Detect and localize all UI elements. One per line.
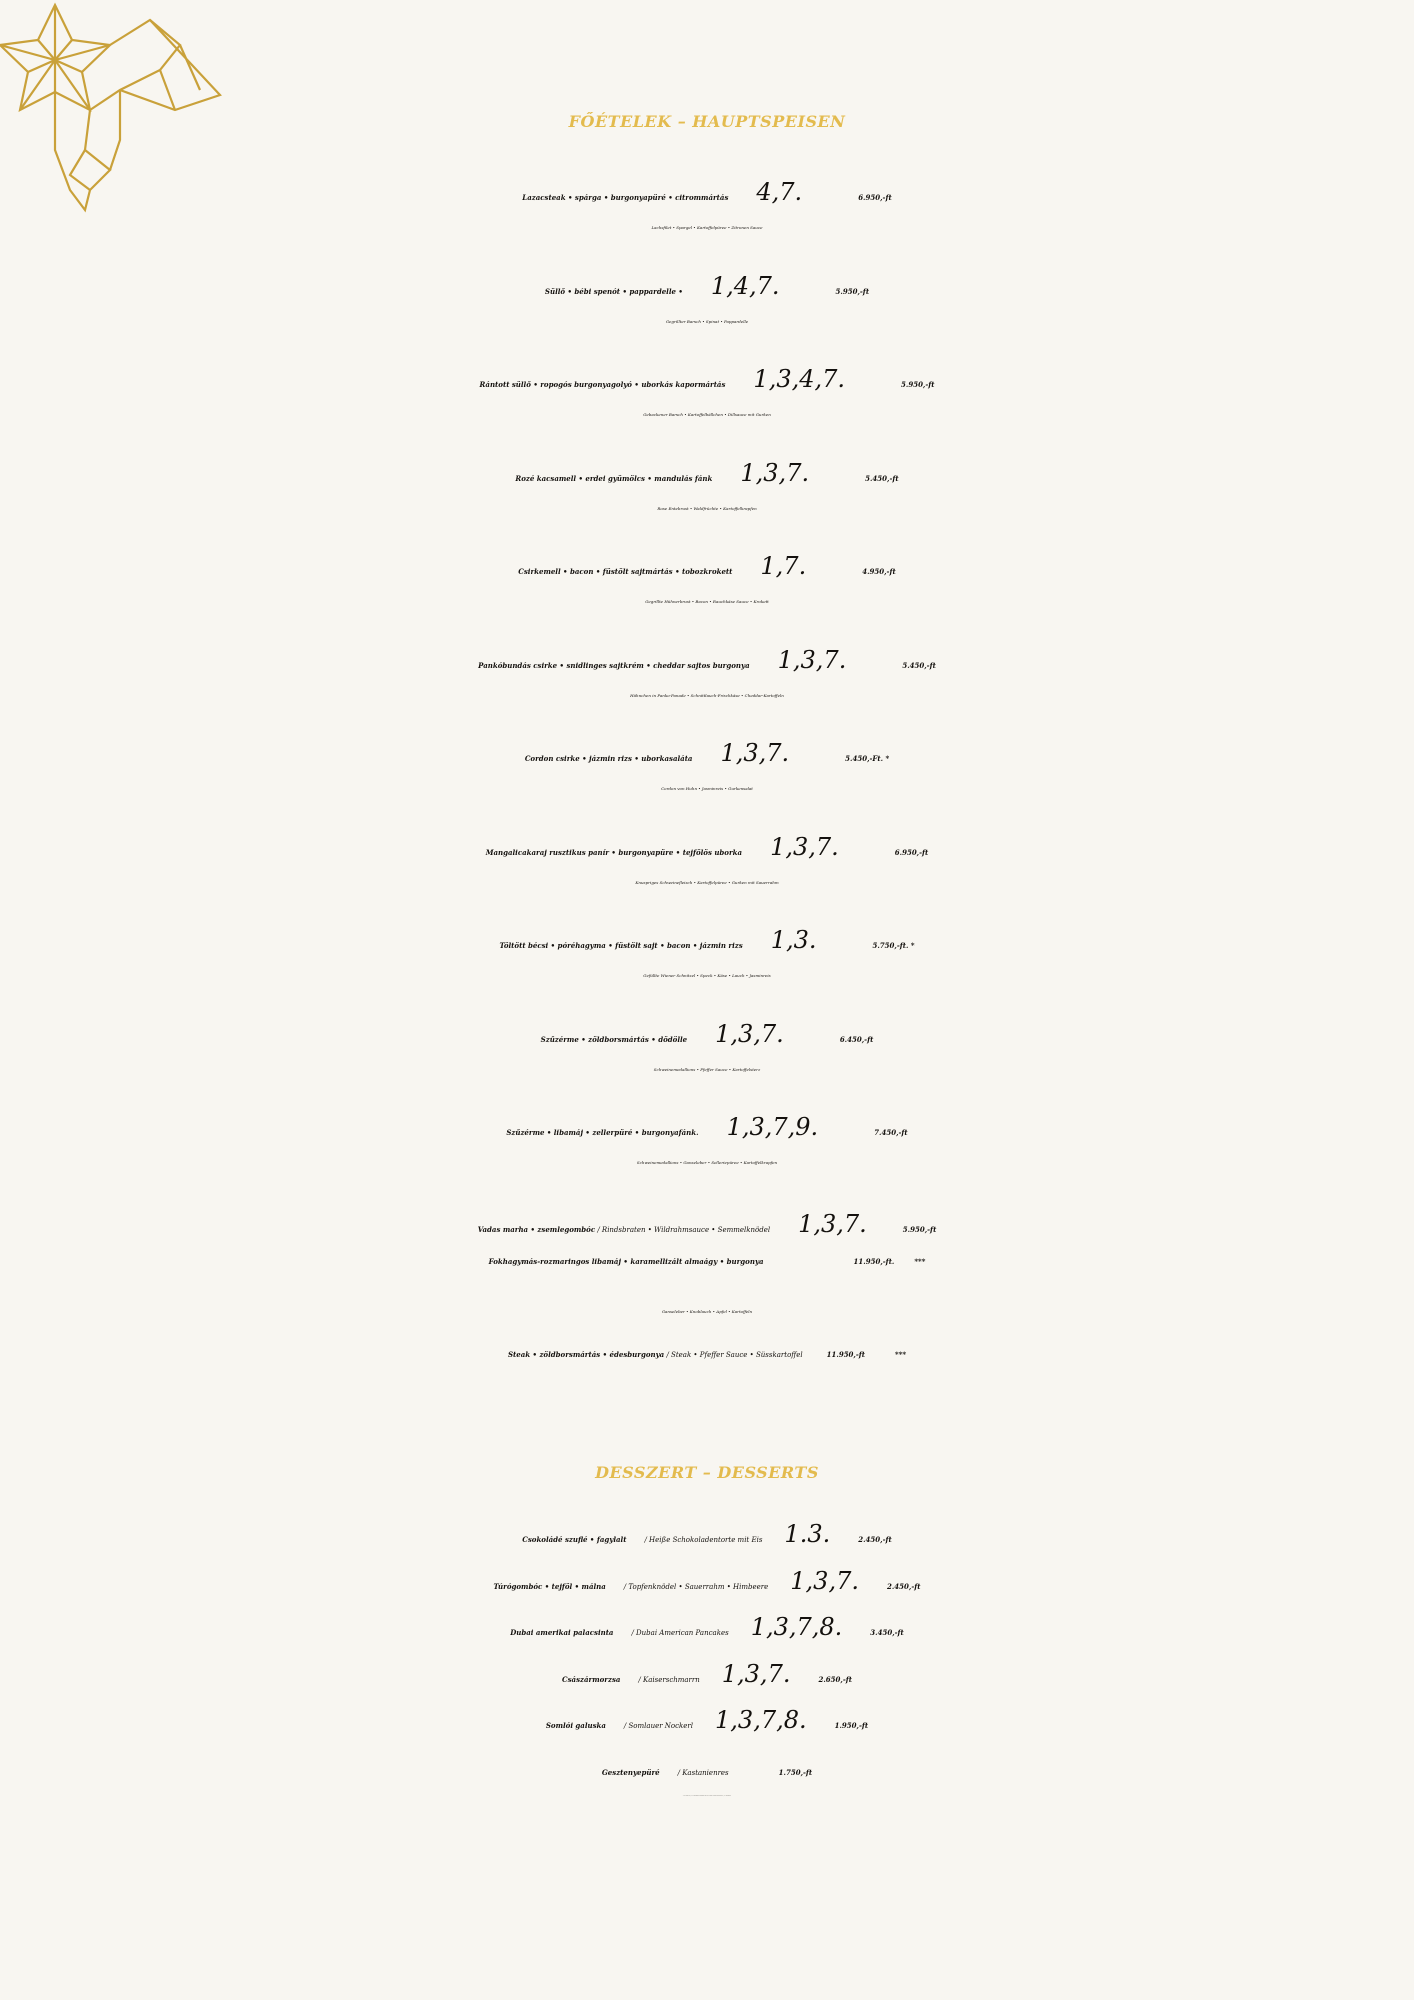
dish-price: 5.450,-ft (902, 660, 936, 670)
dessert-row (0, 1706, 1414, 1734)
dish-price: 5.750,-ft. * (872, 941, 915, 950)
dish-allergens: 1,3,7. (740, 458, 810, 487)
dessert-section-title: DESSZERT – DESSERTS (595, 1463, 819, 1482)
dessert-allergens: 1,3,7,8. (715, 1706, 807, 1734)
dish-allergens: 4,7. (756, 178, 803, 206)
dish-price: 5.450,-Ft. * (845, 754, 890, 763)
dish-name-hu: Rántott süllő • ropogós burgonyagolyó • uborkás kapormártás (479, 380, 726, 389)
dish-libamaj-de: Ganseleber • Knoblauch • Apfel • Kartoffeln (661, 1309, 753, 1314)
dish-row (0, 739, 1414, 767)
dish-allergens: 1,4,7. (710, 271, 780, 300)
dessert-name-de: / Topfenknödel • Sauerrahm • Himbeere (623, 1582, 769, 1591)
dish-name-hu: Lazacsteak • spárga • burgonyapüré • citrommártás (522, 193, 729, 202)
dessert-name-hu: Somlói galuska (545, 1721, 606, 1730)
dish-translation: Lachsfilet • Spargel • Kartoffelpüree • Zitronen Sauce (651, 225, 763, 230)
dish-translation: Rose Entebrust • Waldfrüchte • Kartoffelkrapfen (657, 505, 757, 511)
dessert-row (0, 1520, 1414, 1548)
dessert-row (0, 1613, 1414, 1641)
dessert-name-de: / Kastanienres (677, 1768, 729, 1777)
dessert-price: 1.750,-ft (778, 1767, 813, 1777)
dessert-name-hu: Csokoládé szuflé • fagylalt (522, 1535, 627, 1544)
dessert-row (0, 1753, 1414, 1781)
dessert-allergens: 1,3,7. (790, 1566, 859, 1595)
dessert-price: 1.950,-ft (834, 1721, 869, 1730)
dish-name-hu: Szűzérme • libamáj • zellerpüré • burgonyafánk. (506, 1128, 699, 1137)
dish-name-hu: Mangalicakaraj rusztikus panír • burgonyapüre • tejfölös uborka (485, 847, 743, 857)
dish-price: 4.950,-ft (862, 567, 896, 576)
dish-allergens: 1,3,7,9. (726, 1113, 819, 1141)
dish-row (0, 646, 1414, 674)
dessert-name-de: / Heiße Schokoladentorte mit Eis (644, 1536, 763, 1544)
dish-price: 5.950,-ft (901, 380, 935, 389)
dessert-name-de: / Kaiserschmarrn (638, 1675, 700, 1684)
dessert-allergens: 1,3,7. (721, 1659, 791, 1688)
dish-name-hu: Vadas marha • zsemlegombóc (477, 1225, 596, 1234)
dish-translation: Gegrillter Barsch • Spinat • Pappardelle (665, 318, 749, 324)
dish-allergens: 1,3,7. (770, 832, 839, 861)
dish-price: 5.950,-ft (835, 286, 870, 296)
dish-row (0, 833, 1414, 861)
dish-translation: Schweinemedallions • Pfeffer Sauce • Kartoffelsterz (653, 1066, 761, 1072)
dish-allergens: 1,7. (760, 552, 807, 580)
footnote: * Kis adag étel / *** Félpanziós vendégeink az ételt 5.000ft felárral rendelhetik / * * Régiós étel (682, 1796, 732, 1797)
dessert-price: 2.450,-ft (858, 1535, 892, 1544)
dish-steak (0, 1350, 1414, 1359)
dish-row (0, 178, 1414, 206)
dish-name-hu: Fokhagymás-rozmaringos libamáj • karamellizált almaágy • burgonya (488, 1257, 764, 1266)
dessert-row (0, 1660, 1414, 1688)
dish-row (0, 365, 1414, 393)
dessert-name-hu: Túrógombóc • tejföl • málna (493, 1581, 606, 1591)
dish-allergens: 1,3. (770, 926, 817, 954)
dish-row (0, 272, 1414, 300)
dish-allergens: 1,3,7. (798, 1210, 867, 1238)
dish-name-hu: Töltött bécsi • póréhagyma • füstölt sajt • bacon • jázmin rizs (499, 941, 743, 950)
dish-translation: Gegrillte Hühnerbrust • Bacon • Rauchkäse Sauce • Krokett (645, 599, 769, 604)
dish-price: 5.450,-ft (865, 473, 899, 483)
dish-translation: Gefüllte Wiener Schnitzel • Speck • Käse • Lauch • Jasminreis (643, 973, 771, 978)
dish-name-hu: Pankóbundás csirke • snidlinges sajtkrém • cheddar sajtos burgonya (478, 660, 750, 670)
dish-translation: Hähnchen in Panko-Panade • Schnittlauch-Frischkäse • Cheddar-Kartoffeln (630, 692, 784, 698)
dessert-allergens: 1,3,7,8. (750, 1613, 843, 1641)
dessert-row (0, 1567, 1414, 1595)
dish-vadas (0, 1210, 1414, 1238)
dish-translation: Schweinemedallions • Ganseleber • Selleriepüree • Kartoffelkrapfen (636, 1160, 778, 1165)
dish-price: 6.450,-ft (839, 1034, 874, 1044)
dish-name-hu: Steak • zöldborsmártás • édesburgonya (507, 1350, 665, 1359)
dish-name-de: / Steak • Pfeffer Sauce • Süsskartoffel (664, 1351, 803, 1359)
dish-name-hu: Cordon csirke • jázmin rizs • uborkasaláta (524, 754, 693, 763)
dish-price: 11.950,-ft. (853, 1257, 895, 1266)
dish-price: 6.950,-ft (858, 193, 892, 202)
dish-price: 6.950,-ft (894, 847, 929, 857)
dish-allergens: 1,3,7. (715, 1019, 784, 1048)
dish-allergens: 1,3,4,7. (753, 365, 846, 393)
dish-price: 7.450,-ft (874, 1128, 908, 1137)
dish-name-hu: Szűzérme • zöldborsmártás • dödölle (540, 1034, 688, 1044)
dish-name-hu: Rozé kacsamell • erdei gyümölcs • mandulás fánk (515, 473, 713, 483)
dish-mark: *** (914, 1257, 926, 1266)
dessert-name-hu: Császármorzsa (562, 1674, 621, 1684)
dish-name-de: / Rindsbraten • Wildrahmsauce • Semmelknödel (595, 1226, 771, 1234)
dish-translation: Gebackener Barsch • Kartoffelbällchen • Dillsauce mit Gurken (643, 412, 771, 417)
dessert-name-hu: Gesztenyepüré (601, 1767, 660, 1777)
dish-mark: *** (895, 1350, 907, 1359)
dish-row (0, 1020, 1414, 1048)
mains-section-title: FŐÉTELEK – HAUPTSPEISEN (568, 112, 846, 131)
dish-allergens: 1,3,7. (777, 645, 847, 674)
dish-price: 5.950,-ft (902, 1225, 937, 1234)
dish-row (0, 459, 1414, 487)
dish-price: 11.950,-ft (826, 1350, 866, 1359)
dish-libamaj (0, 1257, 1414, 1266)
dessert-price: 3.450,-ft (870, 1628, 904, 1637)
dessert-name-hu: Dubai amerikai palacsinta (510, 1628, 614, 1637)
dish-translation: Cordon von Huhn • Jasminreis • Gurkensalat (661, 786, 753, 791)
dish-row (0, 926, 1414, 954)
dish-allergens: 1,3,7. (720, 739, 790, 767)
dessert-name-de: / Dubai American Pancakes (631, 1629, 729, 1637)
dish-row (0, 552, 1414, 580)
dish-translation: Knuspriges Schweinefleisch • Kartoffelpüree • Gurken mit Sauerrahm (635, 879, 779, 885)
dessert-name-de: / Somlauer Nockerl (623, 1722, 694, 1730)
dish-row (0, 1113, 1414, 1141)
dish-name-hu: Csirkemell • bacon • füstölt sajtmártás • tobozkrokett (518, 567, 733, 576)
dish-name-hu: Süllő • bébi spenót • pappardelle • (544, 286, 683, 296)
dessert-price: 2.650,-ft (818, 1674, 852, 1684)
dessert-allergens: 1.3. (784, 1520, 831, 1548)
dessert-price: 2.450,-ft (886, 1581, 921, 1591)
